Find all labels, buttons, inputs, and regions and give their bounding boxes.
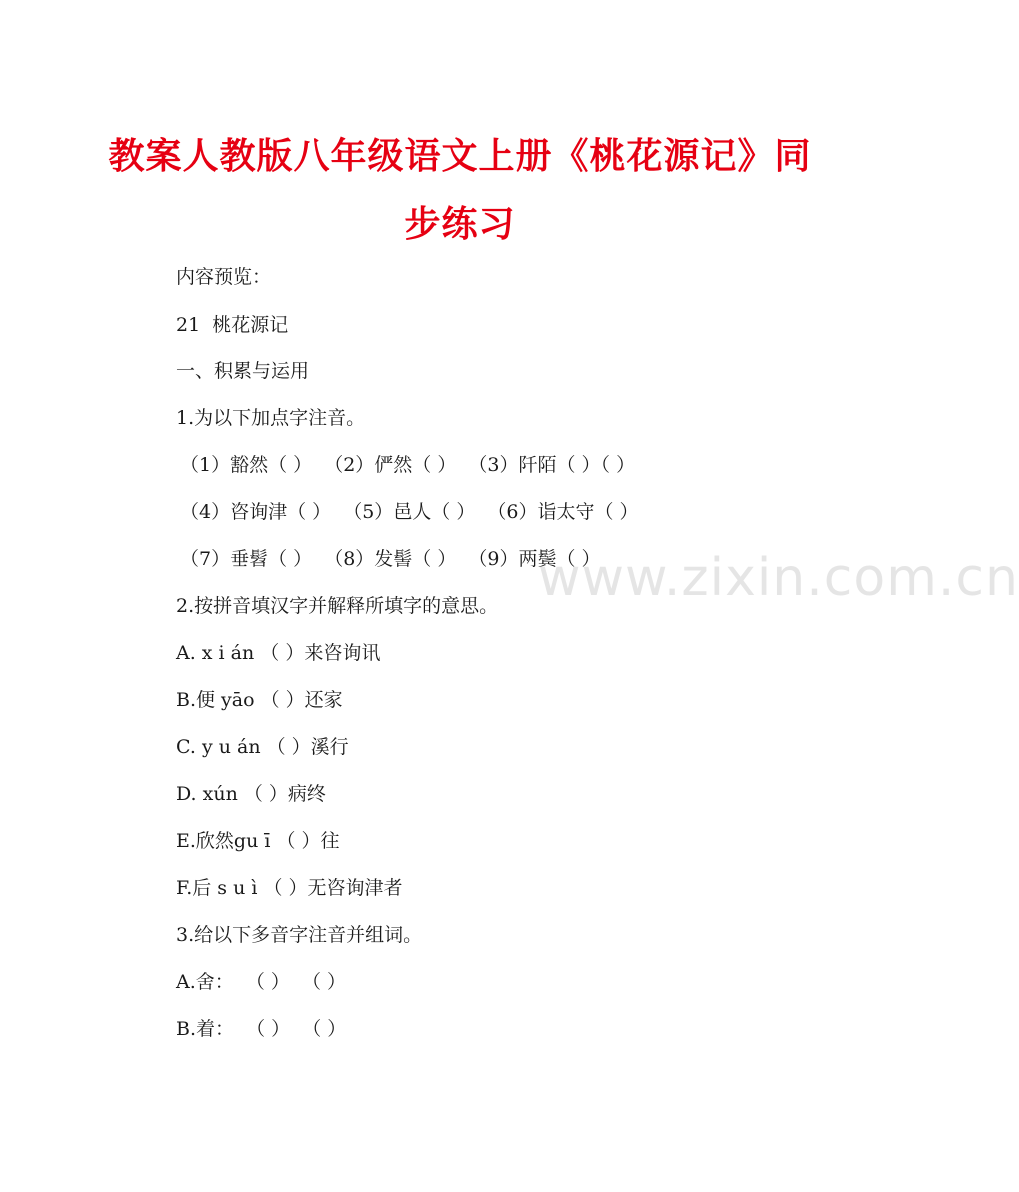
lesson-heading: 21 桃花源记 <box>176 314 289 336</box>
document-title-line-1: 教案人教版八年级语文上册《桃花源记》同 <box>108 136 812 177</box>
question-3-item-a: A.舍： （ ） （ ） <box>176 971 346 993</box>
question-2-item-c: C. y u án （ ）溪行 <box>176 736 349 758</box>
question-2-item-b: B.便 yāo （ ）还家 <box>176 689 343 711</box>
question-2-item-e: E.欣然gu ī （ ）往 <box>176 830 340 852</box>
question-3: 3.给以下多音字注音并组词。 <box>176 924 423 946</box>
question-2-item-a: A. x i án （ ）来咨询讯 <box>176 642 381 664</box>
question-2-item-f: F.后 s u ì （ ）无咨询津者 <box>176 877 403 899</box>
question-1-row-2: （4）咨询津（ ） （5）邑人（ ） （6）诣太守（ ） <box>180 501 639 523</box>
watermark: www.zixin.com.cn <box>538 548 1019 608</box>
question-3-item-b: B.着： （ ） （ ） <box>176 1018 347 1040</box>
question-1-row-3: （7）垂髫（ ） （8）发髻（ ） （9）两鬓（ ） <box>180 548 601 570</box>
section-heading: 一、积累与运用 <box>176 360 310 382</box>
question-1-row-1: （1）豁然（ ） （2）俨然（ ） （3）阡陌（ ）（ ） <box>180 454 636 476</box>
preview-label: 内容预览： <box>176 266 272 288</box>
question-2-item-d: D. xún （ ）病终 <box>176 783 326 805</box>
question-2: 2.按拼音填汉字并解释所填字的意思。 <box>176 595 499 617</box>
document-title-line-2: 步练习 <box>404 204 516 245</box>
question-1: 1.为以下加点字注音。 <box>176 407 366 429</box>
